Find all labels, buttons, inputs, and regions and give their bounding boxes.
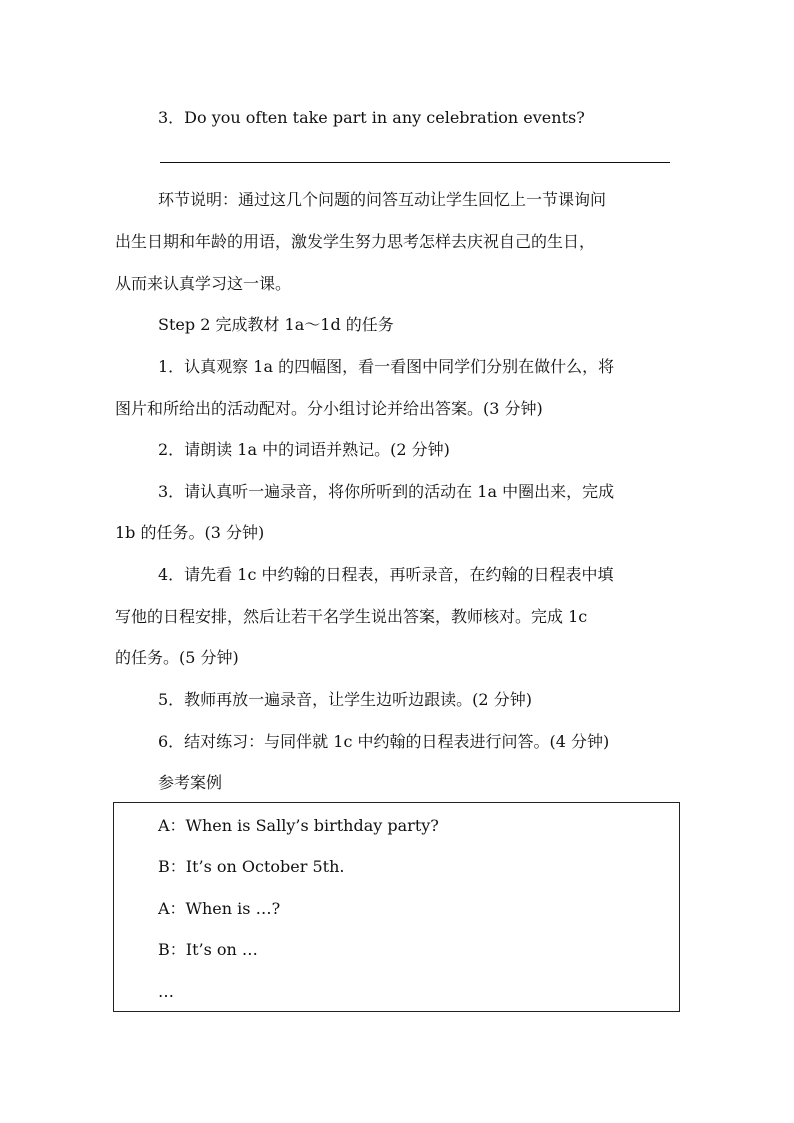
note-line-1: 环节说明：通过这几个问题的问答互动让学生回忆上一节课询问 — [158, 190, 607, 209]
answer-blank-line — [160, 162, 670, 163]
dialogue-line: A：When is Sally’s birthday party? — [158, 816, 439, 835]
task-1-line-2: 图片和所给出的活动配对。分小组讨论并给出答案。(3 分钟) — [115, 399, 543, 418]
task-6: 6．结对练习：与同伴就 1c 中约翰的日程表进行问答。(4 分钟) — [158, 732, 610, 751]
dialogue-line: B：It’s on October 5th. — [158, 857, 345, 876]
example-label: 参考案例 — [158, 773, 223, 792]
dialogue-line: … — [158, 982, 174, 1001]
task-2: 2．请朗读 1a 中的词语并熟记。(2 分钟) — [158, 440, 450, 459]
step-heading: Step 2 完成教材 1a～1d 的任务 — [158, 315, 394, 334]
question-3: 3．Do you often take part in any celebration events? — [158, 108, 585, 127]
task-4-line-1: 4．请先看 1c 中约翰的日程表，再听录音，在约翰的日程表中填 — [158, 565, 614, 584]
task-3-line-1: 3．请认真听一遍录音，将你所听到的活动在 1a 中圈出来，完成 — [158, 482, 615, 501]
task-3-line-2: 1b 的任务。(3 分钟) — [115, 523, 265, 542]
note-line-3: 从而来认真学习这一课。 — [115, 274, 292, 293]
note-line-2: 出生日期和年龄的用语，激发学生努力思考怎样去庆祝自己的生日， — [115, 232, 596, 251]
dialogue-line: B：It’s on … — [158, 940, 258, 959]
task-4-line-2: 写他的日程安排，然后让若干名学生说出答案，教师核对。完成 1c — [115, 607, 588, 626]
dialogue-line: A：When is …? — [158, 899, 281, 918]
task-4-line-3: 的任务。(5 分钟) — [115, 648, 239, 667]
task-1-line-1: 1．认真观察 1a 的四幅图，看一看图中同学们分别在做什么，将 — [158, 357, 615, 376]
task-5: 5．教师再放一遍录音，让学生边听边跟读。(2 分钟) — [158, 690, 532, 709]
